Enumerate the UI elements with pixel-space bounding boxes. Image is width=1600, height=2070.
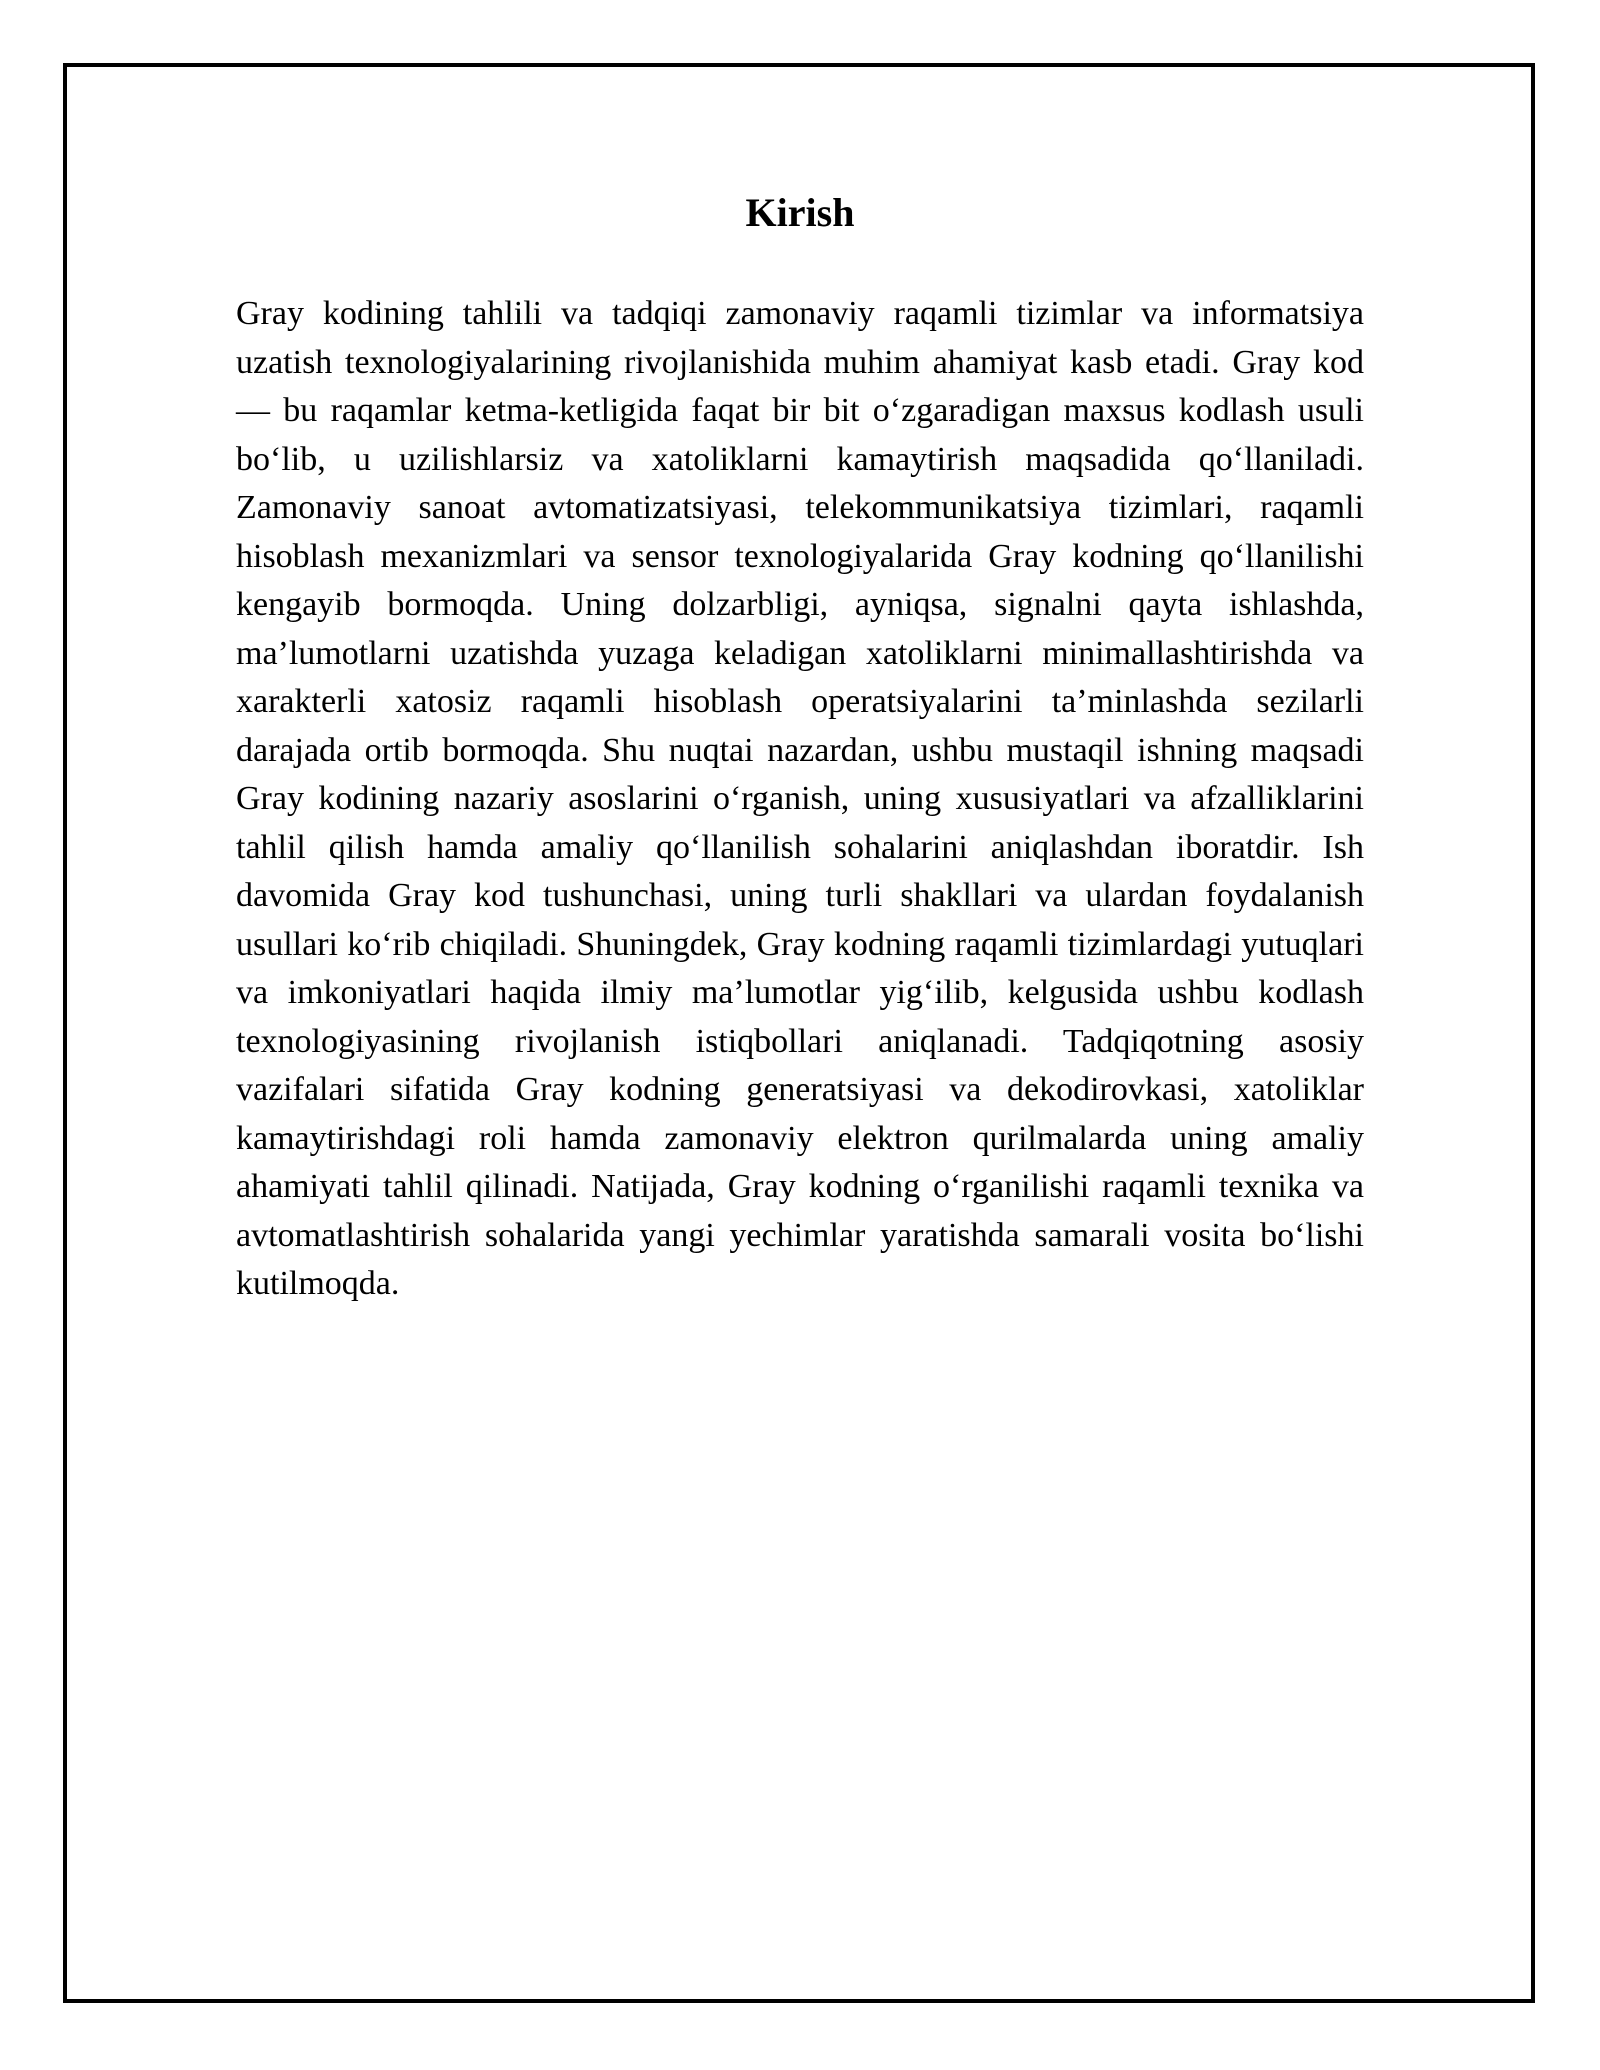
body-paragraph: Gray kodining tahlili va tadqiqi zamonaviy raqamli tizimlar va informatsiya uzatish texnologiyalarining rivojlanishida muhim ahamiyat kasb etadi. Gray kod — bu raqamlar ketma-ketligida faqat bir bit o‘zgaradigan maxsus kodlash usuli bo‘lib, u uzilishlarsiz va xatoliklarni kamaytirish maqsadida qo‘llaniladi. Zamonaviy sanoat avtomatizatsiyasi, telekommunikatsiya tizimlari, raqamli hisoblash mexanizmlari va sensor texnologiyalarida Gray kodning qo‘llanilishi kengayib bormoqda. Uning dolzarbligi, ayniqsa, signalni qayta ishlashda, ma’lumotlarni uzatishda yuzaga keladigan xatoliklarni minimallashtirishda va xarakterli xatosiz raqamli hisoblash operatsiyalarini ta’minlashda sezilarli darajada ortib bormoqda. Shu nuqtai nazardan, ushbu mustaqil ishning maqsadi Gray kodining nazariy asoslarini o‘rganish, uning xususiyatlari va afzalliklarini tahlil qilish hamda amaliy qo‘llanilish sohalarini aniqlashdan iboratdir. Ish davomida Gray kod tushunchasi, uning turli shakllari va ulardan foydalanish usullari ko‘rib chiqiladi. Shuningdek, Gray kodning raqamli tizimlardagi yutuqlari va imkoniyatlari haqida ilmiy ma’lumotlar yig‘ilib, kelgusida ushbu kodlash texnologiyasining rivojlanish istiqbollari aniqlanadi. Tadqiqotning asosiy vazifalari sifatida Gray kodning generatsiyasi va dekodirovkasi, xatoliklar kamaytirishdagi roli hamda zamonaviy elektron qurilmalarda uning amaliy ahamiyati tahlil qilinadi. Natijada, Gray kodning o‘rganilishi raqamli texnika va avtomatlashtirish sohalarida yangi yechimlar yaratishda samarali vosita bo‘lishi kutilmoqda. — [236, 295, 1364, 1302]
page-title: Kirish — [745, 190, 855, 235]
